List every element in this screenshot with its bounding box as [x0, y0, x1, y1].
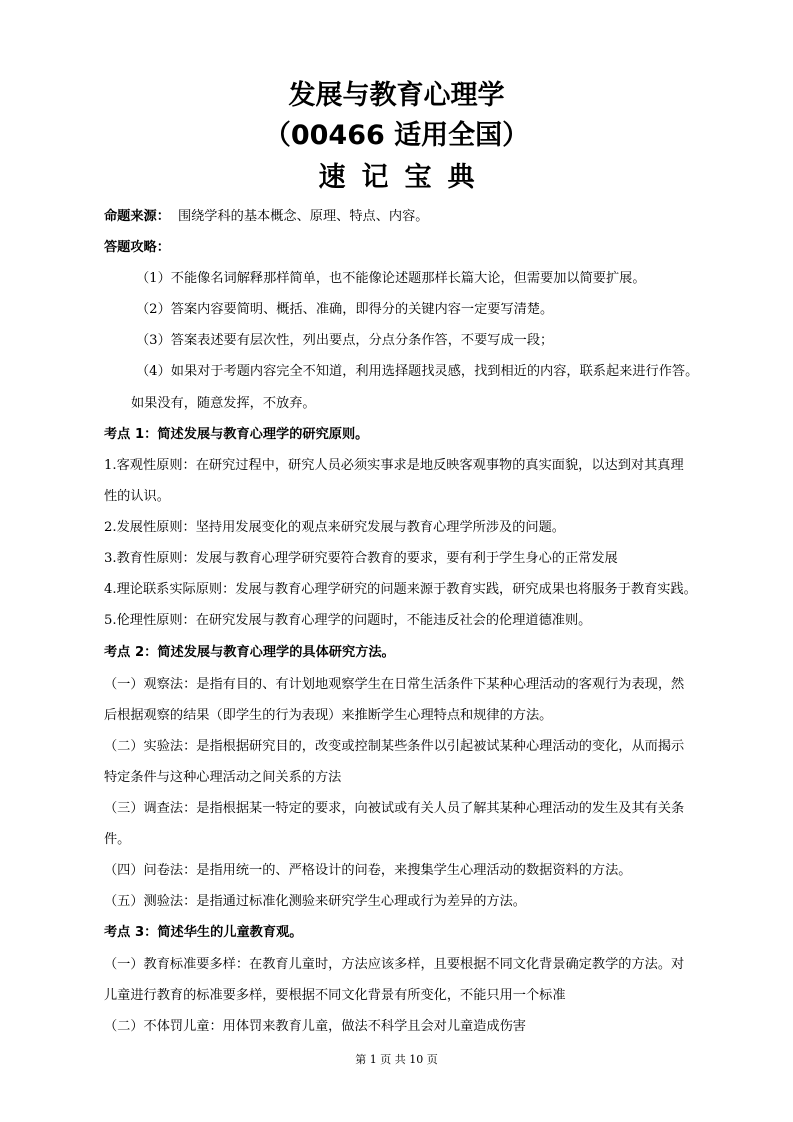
strategy-item: （1）不能像名词解释那样简单，也不能像论述题那样长篇大论，但需要加以简要扩展。	[136, 271, 646, 286]
document-subtitle-2: 速记宝典	[318, 162, 491, 193]
section-line: （二）实验法：是指根据研究目的，改变或控制某些条件以引起被试某种心理活动的变化，从而揭示	[104, 739, 685, 754]
section-line: 儿童进行教育的标准要多样，要根据不同文化背景有所变化，不能只用一个标准	[104, 988, 566, 1003]
section-line: 3.教育性原则：发展与教育心理学研究要符合教育的要求，要有利于学生身心的正常发展	[104, 551, 618, 566]
source-line	[104, 207, 724, 227]
document-title: 发展与教育心理学	[288, 80, 505, 111]
strategy-item: （4）如果对于考题内容完全不知道，利用选择题找灵感，找到相近的内容，联系起来进行作答。	[136, 364, 699, 379]
section-line: 件。	[104, 832, 131, 847]
section-line: （一）教育标准要多样：在教育儿童时，方法应该多样，且要根据不同文化背景确定教学的方法。对	[104, 957, 685, 972]
section-line: （四）问卷法：是指用统一的、严格设计的问卷，来搜集学生心理活动的数据资料的方法。	[104, 863, 632, 878]
section-line: （三）调查法：是指根据某一特定的要求，向被试或有关人员了解其某种心理活动的发生及其有关条	[104, 801, 685, 816]
document-subtitle: （00466 适用全国）	[263, 120, 530, 151]
strategy-item: （3）答案表述要有层次性，列出要点，分点分条作答，不要写成一段；	[136, 333, 554, 348]
section-line: （一）观察法：是指有目的、有计划地观察学生在日常生活条件下某种心理活动的客观行为表现，然	[104, 677, 685, 692]
source-text: 围绕学科的基本概念、原理、特点、内容。	[177, 209, 429, 224]
section-line: 后根据观察的结果（即学生的行为表现）来推断学生心理特点和规律的方法。	[104, 708, 553, 723]
section-line: 4.理论联系实际原则：发展与教育心理学研究的问题来源于教育实践，研究成果也将服务于教育实践。	[104, 582, 697, 597]
section-line: 特定条件与这种心理活动之间关系的方法	[104, 770, 342, 785]
section-heading: 考点 2：简述发展与教育心理学的具体研究方法。	[104, 645, 395, 660]
section-line: 5.伦理性原则：在研究发展与教育心理学的问题时，不能违反社会的伦理道德准则。	[104, 613, 592, 628]
section-line: 2.发展性原则：坚持用发展变化的观点来研究发展与教育心理学所涉及的问题。	[104, 520, 565, 535]
section-heading: 考点 3：简述华生的儿童教育观。	[104, 925, 303, 940]
section-line: 1.客观性原则：在研究过程中，研究人员必须实事求是地反映客观事物的真实面貌，以达到对其真理	[104, 458, 684, 473]
strategy-item: （2）答案内容要简明、概括、准确，即得分的关键内容一定要写清楚。	[136, 302, 554, 317]
section-heading: 考点 1：简述发展与教育心理学的研究原则。	[104, 427, 369, 442]
section-line: 性的认识。	[104, 489, 170, 504]
section-line: （五）测验法：是指通过标准化测验来研究学生心理或行为差异的方法。	[104, 894, 526, 909]
section-line: （二）不体罚儿童：用体罚来教育儿童，做法不科学且会对儿童造成伤害	[104, 1019, 526, 1034]
strategy-label: 答题攻略：	[104, 240, 170, 255]
strategy-item: 如果没有，随意发挥，不放弃。	[131, 396, 316, 411]
page-number: 第 1 页 共 10 页	[355, 1053, 438, 1066]
source-label: 命题来源：	[104, 209, 170, 224]
